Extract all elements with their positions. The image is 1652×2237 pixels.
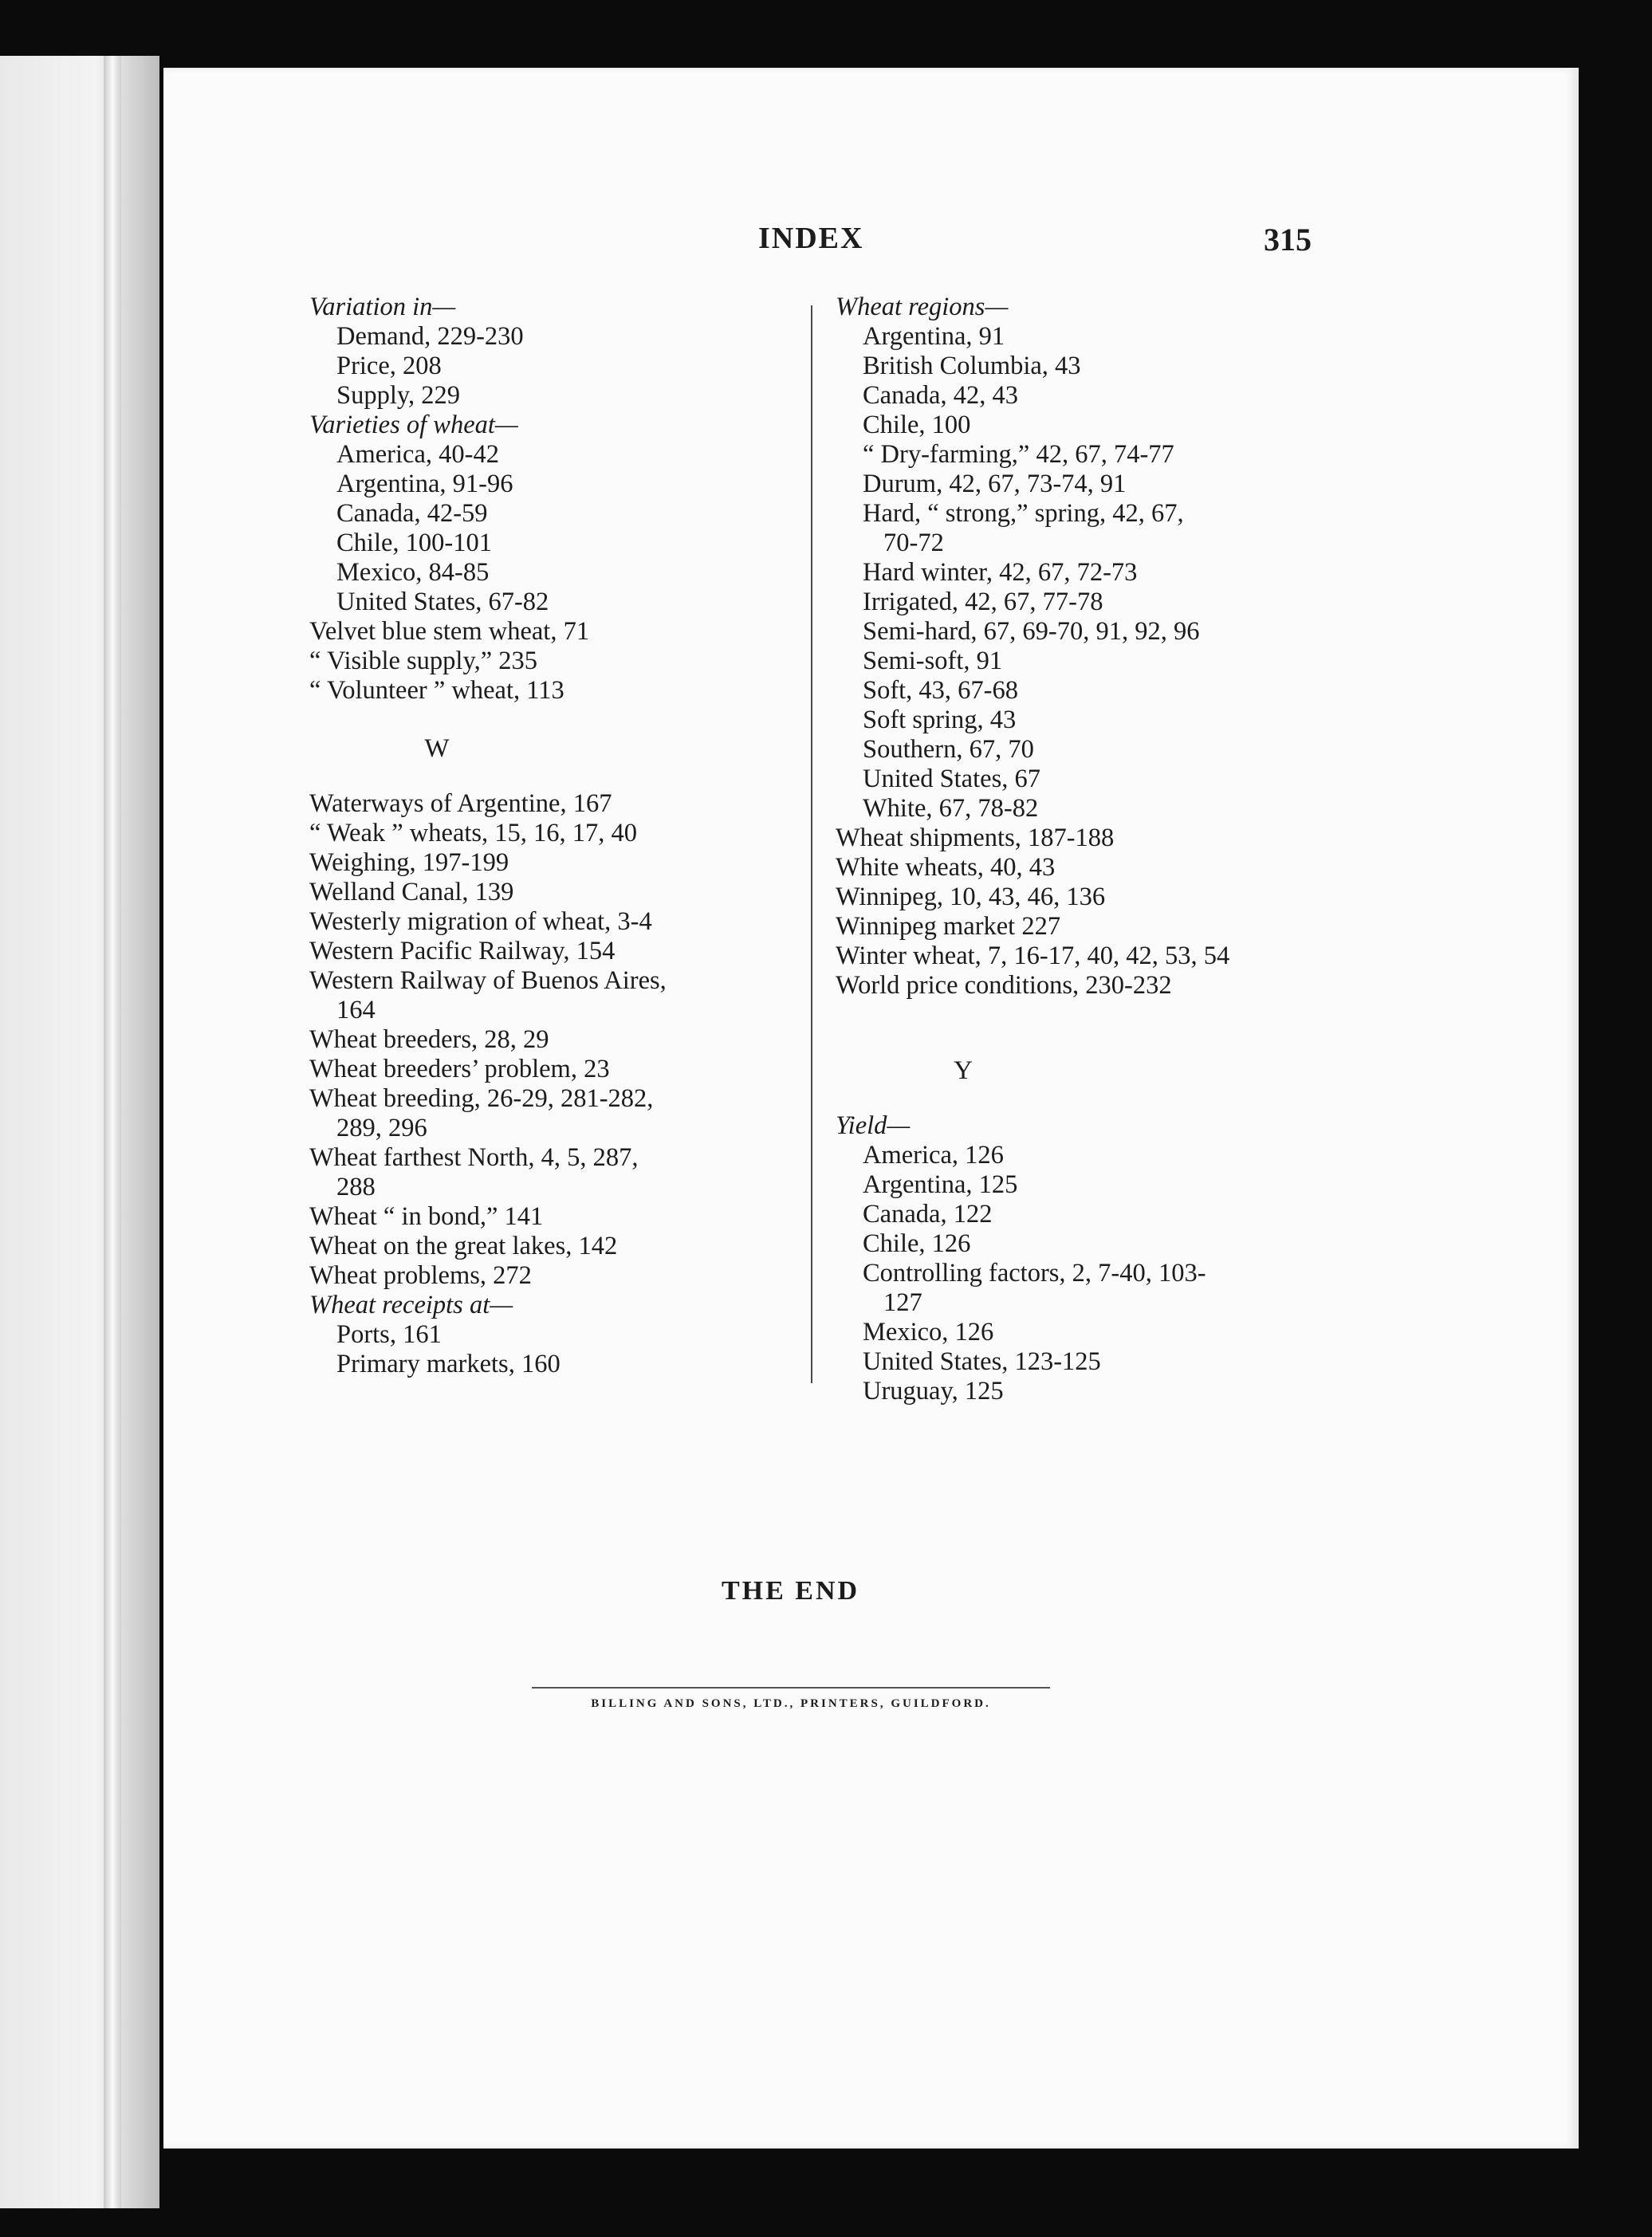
index-group-y xyxy=(836,1111,1330,1406)
page-number: 315 xyxy=(1264,222,1312,258)
index-entry: Western Pacific Railway, 154 xyxy=(309,937,616,965)
index-entry: Hard, “ strong,” spring, 42, 67, xyxy=(863,499,1184,528)
index-entry: 288 xyxy=(336,1173,376,1201)
index-entry: Argentina, 91-96 xyxy=(336,470,513,498)
printer-imprint: BILLING AND SONS, LTD., PRINTERS, GUILDFORD. xyxy=(591,1697,991,1710)
index-entry: 164 xyxy=(336,996,376,1024)
index-entry: Varieties of wheat— xyxy=(309,411,518,439)
index-entry: Canada, 122 xyxy=(863,1200,993,1229)
index-entry: Waterways of Argentine, 167 xyxy=(309,789,612,818)
index-entry: World price conditions, 230-232 xyxy=(836,971,1172,1000)
index-entry: Wheat shipments, 187-188 xyxy=(836,824,1115,852)
index-entry: America, 40-42 xyxy=(336,440,499,469)
index-entry: United States, 67 xyxy=(863,765,1040,793)
index-entry: United States, 123-125 xyxy=(863,1347,1101,1376)
index-entry: Argentina, 91 xyxy=(863,322,1005,351)
index-entry: “ Weak ” wheats, 15, 16, 17, 40 xyxy=(309,819,638,847)
index-entry: Canada, 42-59 xyxy=(336,499,488,528)
index-entry: Wheat breeders, 28, 29 xyxy=(309,1025,549,1054)
index-entry: Controlling factors, 2, 7-40, 103- xyxy=(863,1259,1206,1288)
index-entry: Wheat “ in bond,” 141 xyxy=(309,1202,544,1231)
index-entry: 289, 296 xyxy=(336,1114,427,1142)
index-group-wheat-regions xyxy=(836,293,1330,1001)
index-entry: Irrigated, 42, 67, 77-78 xyxy=(863,588,1103,616)
index-entry: Ports, 161 xyxy=(336,1320,442,1349)
index-entry: Variation in— xyxy=(309,293,456,321)
index-group-v xyxy=(309,293,788,706)
index-entry: White, 67, 78-82 xyxy=(863,794,1039,823)
index-entry: “ Visible supply,” 235 xyxy=(309,647,538,675)
index-entry: Chile, 100 xyxy=(863,411,971,439)
the-end-heading: THE END xyxy=(722,1576,860,1606)
index-entry: 127 xyxy=(883,1288,922,1317)
index-entry: Uruguay, 125 xyxy=(863,1377,1004,1405)
index-entry: Price, 208 xyxy=(336,352,442,380)
index-entry: Westerly migration of wheat, 3-4 xyxy=(309,907,652,936)
index-entry: Western Railway of Buenos Aires, xyxy=(309,966,667,995)
section-letter-w: W xyxy=(424,734,450,763)
index-entry: Weighing, 197-199 xyxy=(309,848,509,877)
index-entry: Wheat breeding, 26-29, 281-282, xyxy=(309,1084,654,1113)
index-entry: Wheat problems, 272 xyxy=(309,1261,532,1290)
index-entry: “ Volunteer ” wheat, 113 xyxy=(309,676,564,705)
index-entry: America, 126 xyxy=(863,1141,1004,1170)
index-column-left xyxy=(309,293,788,1379)
index-entry: “ Dry-farming,” 42, 67, 74-77 xyxy=(863,440,1174,469)
index-entry: Primary markets, 160 xyxy=(336,1350,560,1378)
index-entry: Velvet blue stem wheat, 71 xyxy=(309,617,590,646)
index-entry: Winnipeg market 227 xyxy=(836,912,1061,941)
index-group-w xyxy=(309,789,788,1379)
index-entry: Durum, 42, 67, 73-74, 91 xyxy=(863,470,1127,498)
index-entry: Demand, 229-230 xyxy=(336,322,524,351)
index-entry: Chile, 126 xyxy=(863,1229,971,1258)
index-entry: Hard winter, 42, 67, 72-73 xyxy=(863,558,1138,587)
printer-rule xyxy=(532,1687,1050,1689)
index-entry: Welland Canal, 139 xyxy=(309,878,514,906)
index-entry: Wheat breeders’ problem, 23 xyxy=(309,1055,610,1083)
index-entry: Semi-hard, 67, 69-70, 91, 92, 96 xyxy=(863,617,1200,646)
index-entry: Argentina, 125 xyxy=(863,1170,1018,1199)
index-entry: British Columbia, 43 xyxy=(863,352,1081,380)
index-entry: Soft, 43, 67-68 xyxy=(863,676,1018,705)
index-entry: Wheat on the great lakes, 142 xyxy=(309,1232,618,1260)
index-column-right xyxy=(836,293,1330,1406)
column-divider xyxy=(811,305,812,1383)
index-entry: Canada, 42, 43 xyxy=(863,381,1018,410)
index-entry: Soft spring, 43 xyxy=(863,706,1017,734)
book-page xyxy=(163,68,1579,2149)
index-entry: Wheat receipts at— xyxy=(309,1291,513,1319)
index-entry: Chile, 100-101 xyxy=(336,529,492,557)
index-entry: White wheats, 40, 43 xyxy=(836,853,1056,882)
index-entry: Supply, 229 xyxy=(336,381,460,410)
adjacent-page-edge xyxy=(0,56,159,2208)
index-entry: Southern, 67, 70 xyxy=(863,735,1034,764)
section-letter-y: Y xyxy=(954,1056,973,1085)
index-entry: Wheat regions— xyxy=(836,293,1009,321)
running-head xyxy=(163,221,1579,269)
index-entry: Winter wheat, 7, 16-17, 40, 42, 53, 54 xyxy=(836,942,1230,970)
index-entry: 70-72 xyxy=(883,529,944,557)
index-entry: Semi-soft, 91 xyxy=(863,647,1003,675)
page-title: INDEX xyxy=(758,222,864,255)
index-entry: Mexico, 84-85 xyxy=(336,558,490,587)
index-entry: Wheat farthest North, 4, 5, 287, xyxy=(309,1143,639,1172)
index-entry: Yield— xyxy=(836,1111,911,1140)
index-entry: Winnipeg, 10, 43, 46, 136 xyxy=(836,883,1106,911)
index-entry: United States, 67-82 xyxy=(336,588,549,616)
index-entry: Mexico, 126 xyxy=(863,1318,994,1347)
